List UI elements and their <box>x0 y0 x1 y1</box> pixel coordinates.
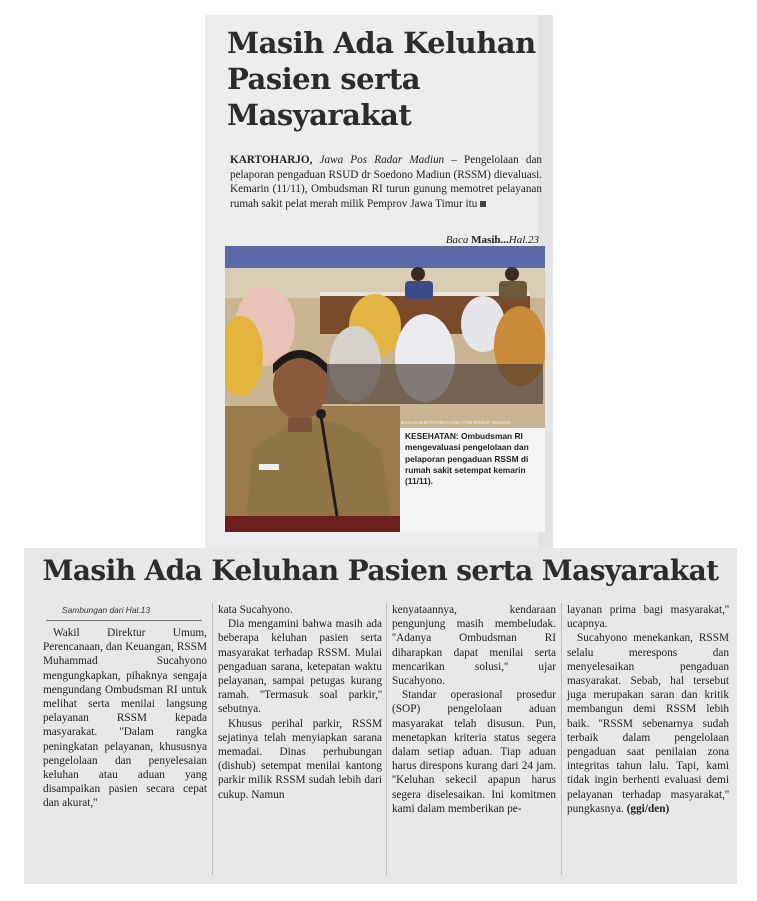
article-column-4 <box>567 603 729 816</box>
bottom-headline: Masih Ada Keluhan Pasien serta Masyarakat <box>42 554 719 587</box>
article-paragraph: kenyataannya, kendaraan pengunjung masih membeludak. ''Adanya Ombudsman RI diharapkan dapat menilai serta mencarikan solusi,'' ujar Sucahyono. <box>392 604 556 688</box>
article-column-2 <box>218 603 382 802</box>
photo-credit: BAGAS BIMANTARA/JAWA POS RADAR MADIUN <box>401 420 511 425</box>
article-paragraph: kata Sucahyono. <box>218 604 293 616</box>
caption-box <box>400 428 545 532</box>
article-paragraph: layanan prima bagi masyarakat,'' ucapnya. <box>567 604 729 631</box>
continue-page: Hal.23 <box>508 234 539 246</box>
continue-reference <box>446 234 539 246</box>
bottom-clipping <box>24 548 737 884</box>
article-column-3 <box>392 603 556 816</box>
lead-text: – Pengelolaan dan pelaporan pengaduan RSUD dr Soedono Madiun (RSSM) dievaluasi. Kemarin (11/11), Ombudsman RI turun gunung memotret pelayanan rumah sakit pelat merah milik Pemprov Jawa Timur itu <box>230 154 543 210</box>
article-paragraph: Dia mengamini bahwa masih ada beberapa keluhan pasien serta masyarakat terhadap RSSM. Mulai pengaduan sarana, ketepatan waktu pelayanan, sampai petugas kurang ramah. ''Termasuk soal parkir,'' sebutnya. <box>218 618 382 716</box>
column-divider <box>386 603 387 875</box>
author-signature: (ggi/den) <box>626 802 670 815</box>
article-paragraph-text: Sucahyono menekankan, RSSM selalu merespons dan menyelesaikan pengaduan masyarakat. Sebab, hal tersebut juga merupakan saran dan kritik membangun demi RSSM lebih baik. ''RSSM sebenarnya sudah terbaik dalam pengelolaan pengaduan saat penilaian zona integritas tahun lalu. Tapi, kami tidak ingin berhenti evaluasi demi pelayanan terhadap masyarakat,'' pungkasnya. <box>567 632 729 815</box>
article-paragraph <box>567 631 729 816</box>
column-divider <box>212 603 213 875</box>
continue-keyword: Masih... <box>471 234 509 246</box>
article-paragraph: Standar operasional prosedur (SOP) pengelolaan aduan masyarakat telah disusun. Pun, menetapkan kriteria status segera dalam setiap aduan. Tiap aduan harus direspons kurang dari 24 jam. ''Keluhan sekecil apapun harus segera diselesaikan. Ini komitmen kami dalam memberikan pe- <box>392 689 556 815</box>
photo-caption: KESEHATAN: Ombudsman RI mengevaluasi pengelolaan dan pelaporan pengaduan RSSM di rumah sakit setempat kemarin (11/11). <box>405 431 529 487</box>
lead-paragraph <box>230 153 542 211</box>
news-photo <box>225 246 545 532</box>
continue-prefix: Baca <box>445 234 472 246</box>
dateline: KARTOHARJO, <box>230 154 313 166</box>
article-paragraph: Khusus perihal parkir, RSSM sejatinya telah menyiapkan sarana memadai. Dinas perhubungan (dishub) setempat menilai kantong parkir milik RSSM sudah lebih dari cukup. Namun <box>218 717 382 801</box>
article-column-1 <box>43 626 207 811</box>
article-paragraph: Wakil Direktur Umum, Perencanaan, dan Keuangan, RSSM Muhammad Sucahyono mengungkapkan, pihaknya sengaja mengundang Ombudsman RI untuk melihat serta menilai langsung pelayanan RSSM kepada masyarakat. ''Dalam rangka peningkatan pelayanan, khususnya pengelolaan dan penyelesaian keluhan atau aduan yang disampaikan pasien secara cepat dan akurat,'' <box>43 627 207 810</box>
source-name: Jawa Pos Radar Madiun <box>319 154 445 166</box>
top-clipping <box>205 15 553 548</box>
column-divider <box>561 603 562 875</box>
end-mark-icon <box>480 201 486 207</box>
continued-from-label: Sambungan dari Hal.13 <box>62 605 150 615</box>
top-headline: Masih Ada Keluhan Pasien serta Masyarakat <box>227 26 536 132</box>
continued-from-rule <box>46 620 202 621</box>
